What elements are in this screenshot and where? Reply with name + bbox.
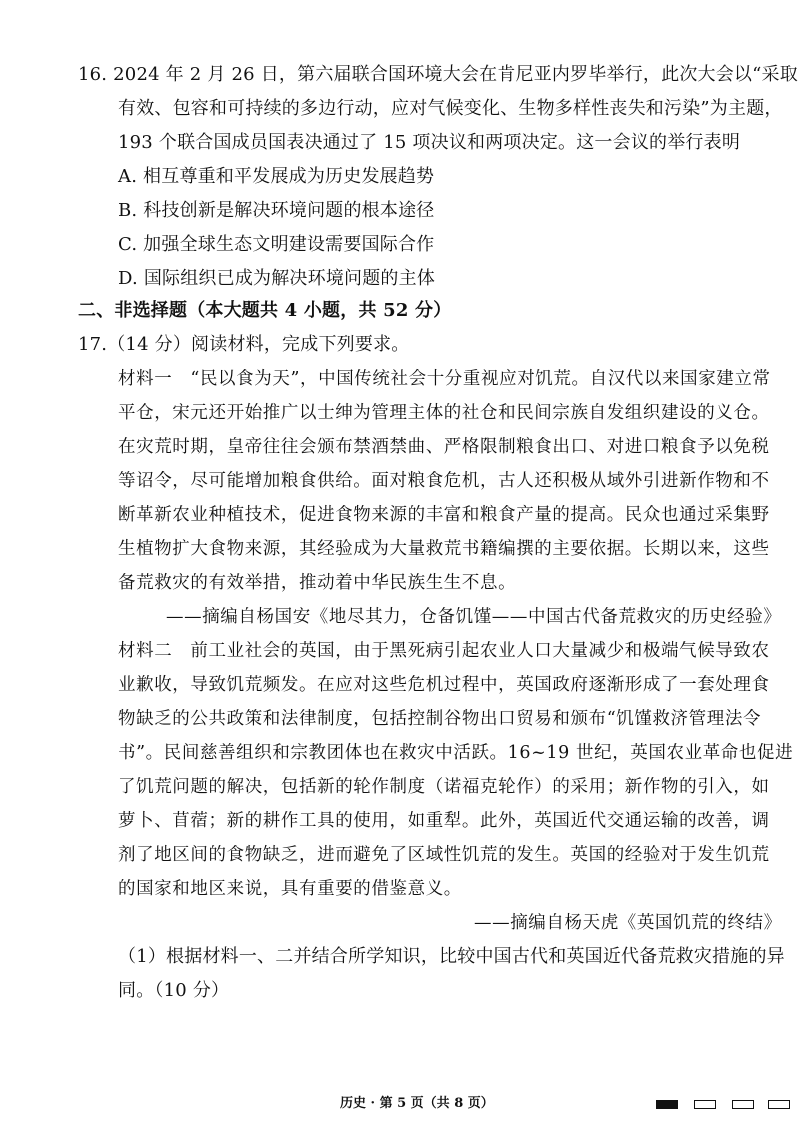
- print-mark-outline-2: [732, 1100, 754, 1109]
- material1-line-6: 生植物扩大食物来源，其经验成为大量救荒书籍编撰的主要依据。长期以来，这些: [118, 539, 770, 559]
- material1-line-2: 平仓，宋元还开始推广以士绅为管理主体的社仓和民间宗族自发组织建设的义仓。: [118, 403, 770, 423]
- material2-line-4: 书”。民间慈善组织和宗教团体也在救灾中活跃。16~19 世纪，英国农业革命也促进: [118, 743, 794, 763]
- material2-line-3: 物缺乏的公共政策和法律制度，包括控制谷物出口贸易和颁布“饥馑救济管理法令: [118, 709, 762, 729]
- q16-stem-line-3: 193 个联合国成员国表决通过了 15 项决议和两项决定。这一会议的举行表明: [118, 132, 741, 153]
- material2-line-6: 萝卜、苜蓿；新的耕作工具的使用，如重犁。此外，英国近代交通运输的改善，调: [118, 811, 770, 831]
- material1-line-1: 材料一 “民以食为天”，中国传统社会十分重视应对饥荒。自汉代以来国家建立常: [118, 369, 771, 389]
- q16-stem-line-1: 16. 2024 年 2 月 26 日，第六届联合国环境大会在肯尼亚内罗毕举行，此次大会以“采取: [78, 64, 798, 85]
- q17-stem: 17.（14 分）阅读材料，完成下列要求。: [78, 334, 410, 355]
- material2-source: ——摘编自杨天虎《英国饥荒的终结》: [474, 913, 782, 933]
- q16-option-a: A. 相互尊重和平发展成为历史发展趋势: [118, 166, 435, 187]
- material1-line-5: 断革新农业种植技术，促进食物来源的丰富和粮食产量的提高。民众也通过采集野: [118, 505, 770, 525]
- material2-line-7: 剂了地区间的食物缺乏，进而避免了区域性饥荒的发生。英国的经验对于发生饥荒: [118, 845, 770, 865]
- material1-line-3: 在灾荒时期，皇帝往往会颁布禁酒禁曲、严格限制粮食出口、对进口粮食予以免税: [118, 437, 770, 457]
- q16-option-b: B. 科技创新是解决环境问题的根本途径: [118, 200, 435, 221]
- material2-line-8: 的国家和地区来说，具有重要的借鉴意义。: [118, 879, 462, 899]
- q16-stem-line-2: 有效、包容和可持续的多边行动，应对气候变化、生物多样性丧失和污染”为主题，: [118, 98, 783, 119]
- material1-source: ——摘编自杨国安《地尽其力，仓备饥馑——中国古代备荒救灾的历史经验》: [166, 607, 782, 627]
- print-mark-outline-3: [768, 1100, 790, 1109]
- material2-line-2: 业歉收，导致饥荒频发。在应对这些危机过程中，英国政府逐渐形成了一套处理食: [118, 675, 770, 695]
- q17-sub1-line-1: （1）根据材料一、二并结合所学知识，比较中国古代和英国近代备荒救灾措施的异: [118, 946, 785, 967]
- page-number: 历史 · 第 5 页（共 8 页）: [340, 1096, 494, 1111]
- q16-option-d: D. 国际组织已成为解决环境问题的主体: [118, 268, 436, 289]
- material2-line-5: 了饥荒问题的解决，包括新的轮作制度（诺福克轮作）的采用；新作物的引入，如: [118, 777, 770, 797]
- q17-sub1-line-2: 同。（10 分）: [118, 980, 230, 1001]
- material1-line-4: 等诏令，尽可能增加粮食供给。面对粮食危机，古人还积极从域外引进新作物和不: [118, 471, 770, 491]
- print-mark-outline-1: [694, 1100, 716, 1109]
- material1-line-7: 备荒救灾的有效举措，推动着中华民族生生不息。: [118, 573, 517, 593]
- section-title: 二、非选择题（本大题共 4 小题，共 52 分）: [78, 300, 452, 321]
- material2-line-1: 材料二 前工业社会的英国，由于黑死病引起农业人口大量减少和极端气候导致农: [118, 641, 770, 661]
- q16-option-c: C. 加强全球生态文明建设需要国际合作: [118, 234, 435, 255]
- print-mark-filled: [656, 1100, 678, 1109]
